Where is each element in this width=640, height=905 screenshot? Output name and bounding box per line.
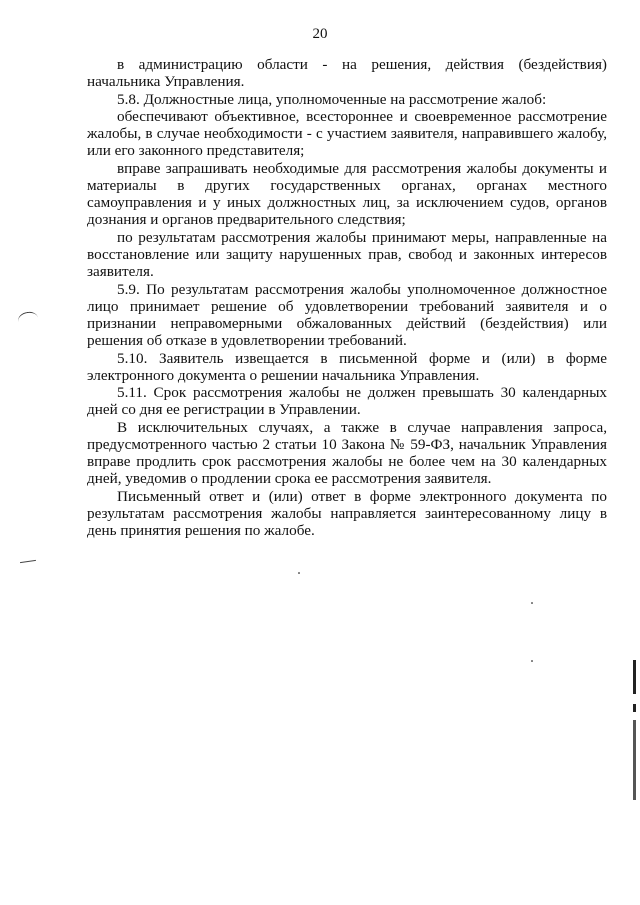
- scan-mark-arc: [17, 310, 40, 329]
- scan-edge-mark: [633, 660, 636, 694]
- paragraph: 5.11. Срок рассмотрения жалобы не должен превышать 30 календарных дней со дня ее регистрации в Управлении.: [87, 384, 607, 419]
- scan-edge-mark: [633, 704, 636, 712]
- paragraph: Письменный ответ и (или) ответ в форме электронного документа по результатам рассмотрения жалобы направляется заинтересованному лицу в день принятия решения по жалобе.: [87, 487, 607, 540]
- scan-speck: [531, 660, 533, 662]
- scan-mark-dash: [20, 560, 36, 564]
- paragraph: В исключительных случаях, а также в случае направления запроса, предусмотренного частью 2 статьи 10 Закона № 59-ФЗ, начальник Управления вправе продлить срок рассмотрения жалобы не более чем на 30 календарных дней, уведомив о продлении срока ее рассмотрения заявителя.: [87, 418, 607, 488]
- scan-edge-mark: [633, 720, 636, 800]
- document-body: [87, 56, 607, 539]
- scan-speck: [531, 602, 533, 604]
- paragraph: 5.9. По результатам рассмотрения жалобы уполномоченное должностное лицо принимает решение об удовлетворении требований заявителя и о признании неправомерными обжалованных действий (бездействия) или решения об отказе в удовлетворении требований.: [87, 280, 607, 349]
- paragraph: 5.10. Заявитель извещается в письменной форме и (или) в форме электронного документа о решении начальника Управления.: [87, 349, 607, 384]
- paragraph: в администрацию области - на решения, действия (бездействия) начальника Управления.: [87, 56, 607, 91]
- page-number: 20: [312, 26, 328, 42]
- paragraph: по результатам рассмотрения жалобы принимают меры, направленные на восстановление или защиту нарушенных прав, свобод и законных интересов заявителя.: [87, 228, 607, 281]
- paragraph: 5.8. Должностные лица, уполномоченные на рассмотрение жалоб:: [117, 90, 547, 108]
- paragraph: обеспечивают объективное, всестороннее и своевременное рассмотрение жалобы, в случае необходимости - с участием заявителя, направившего жалобу, или его законного представителя;: [87, 108, 607, 160]
- scan-speck: [298, 572, 300, 574]
- paragraph: вправе запрашивать необходимые для рассмотрения жалобы документы и материалы в других государственных органах, органах местного самоуправления и у иных должностных лиц, за исключением судов, органов дознания и органов предварительного следствия;: [87, 160, 607, 229]
